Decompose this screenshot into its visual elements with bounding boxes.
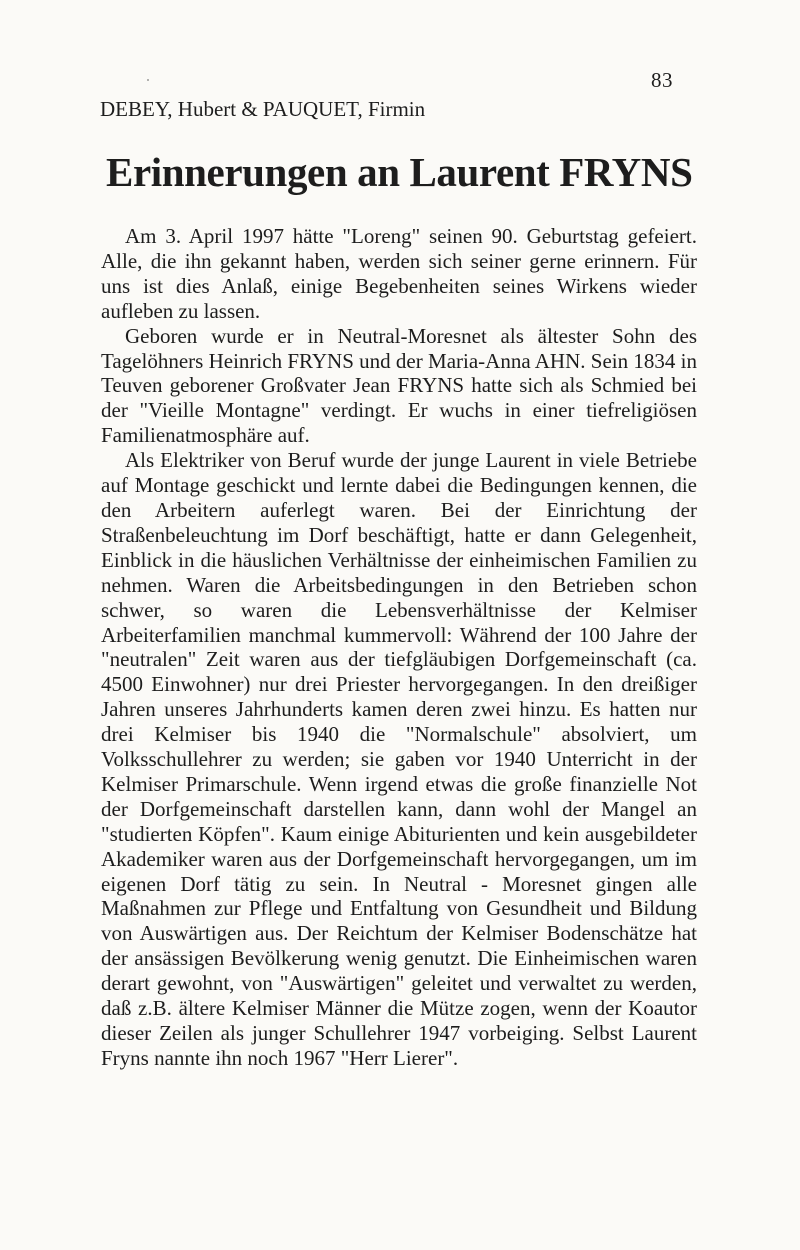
- article-body: [101, 224, 697, 1071]
- article-title: Erinnerungen an Laurent FRYNS: [106, 149, 693, 195]
- paragraph-birthday: Am 3. April 1997 hätte "Loreng" seinen 90. Geburtstag gefeiert. Alle, die ihn gekannt haben, werden sich seiner gerne erinnern. Für uns ist dies Anlaß, einige Begebenheiten seines Wirkens wieder aufleben zu lassen.: [101, 224, 697, 323]
- paragraph-profession: Als Elektriker von Beruf wurde der junge Laurent in viele Betriebe auf Montage geschickt und lernte dabei die Bedingungen kennen, die den Arbeitern auferlegt waren. Bei der Einrichtung der Straßenbeleuchtung im Dorf beschäftigt, hatte er dann Gelegenheit, Einblick in die häuslichen Verhältnisse der einheimischen Familien zu nehmen. Waren die Arbeitsbedingungen in den Betrieben schon schwer, so waren die Lebensverhältnisse der Kelmiser Arbeiterfamilien manchmal kummervoll: Während der 100 Jahre der "neutralen" Zeit waren aus der tiefgläubigen Dorfgemeinschaft (ca. 4500 Einwohner) nur drei Priester hervorgegangen. In den dreißiger Jahren unseres Jahrhunderts kamen deren zwei hinzu. Es hatten nur drei Kelmiser bis 1940 die "Normalschule" absolviert, um Volksschullehrer zu werden; sie gaben vor 1940 Unterricht in der Kelmiser Primarschule. Wenn irgend etwas die große finanzielle Not der Dorfgemeinschaft darstellen kann, dann wohl der Mangel an "studierten Köpfen". Kaum einige Abiturienten und kein ausgebildeter Akademiker waren aus der Dorfgemeinschaft hervorgegangen, um im eigenen Dorf tätig zu sein. In Neutral - Moresnet gingen alle Maßnahmen zur Pflege und Entfaltung von Gesundheit und Bildung von Auswärtigen aus. Der Reichtum der Kelmiser Bodenschätze hat der ansässigen Bevölkerung wenig genutzt. Die Einheimischen waren derart gewohnt, von "Auswärtigen" geleitet und verwaltet zu werden, daß z.B. ältere Kelmiser Männer die Mütze zogen, wenn der Koautor dieser Zeilen als junger Schullehrer 1947 vorbeiging. Selbst Laurent Fryns nannte ihn noch 1967 "Herr Lierer".: [101, 448, 697, 1070]
- paragraph-origin: Geboren wurde er in Neutral-Moresnet als ältester Sohn des Tagelöhners Heinrich FRYNS und der Maria-Anna AHN. Sein 1834 in Teuven geborener Großvater Jean FRYNS hatte sich als Schmied bei der "Vieille Montagne" verdingt. Er wuchs in einer tiefreligiösen Familienatmosphäre auf.: [101, 323, 697, 448]
- scan-dust-mark: [147, 79, 149, 81]
- article-authors: DEBEY, Hubert & PAUQUET, Firmin: [100, 97, 426, 121]
- page-number: 83: [651, 68, 673, 92]
